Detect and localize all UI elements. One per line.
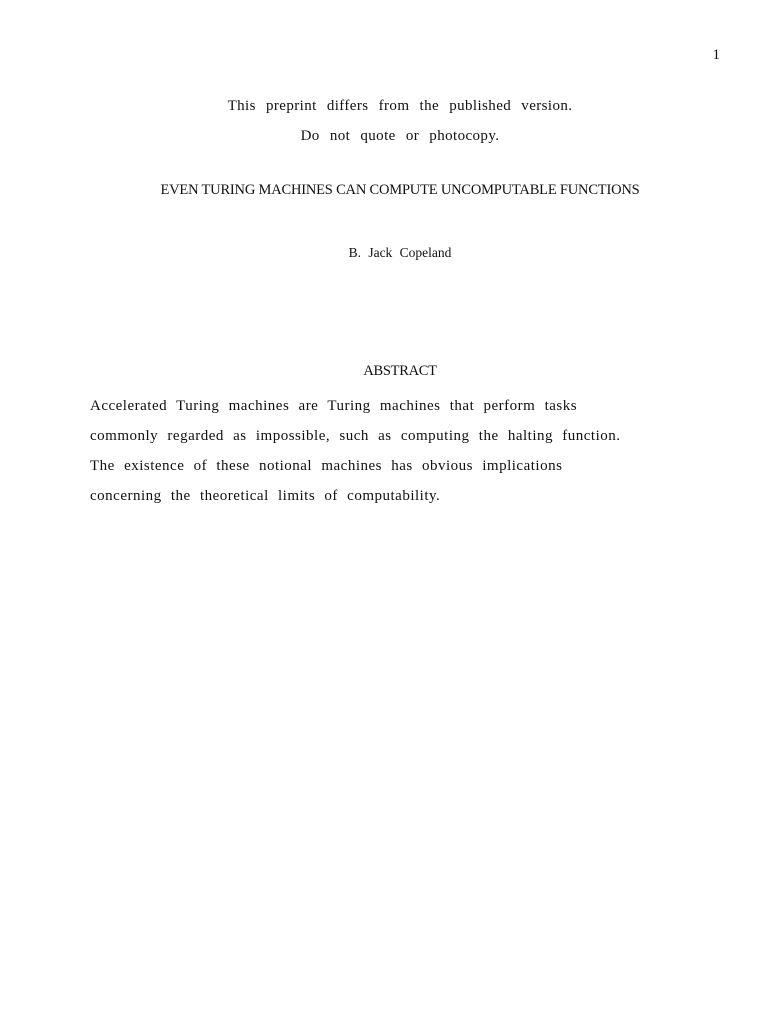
preprint-notice xyxy=(0,91,768,151)
abstract-line: concerning the theoretical limits of computability. xyxy=(90,488,441,504)
preprint-notice-line-2: Do not quote or photocopy. xyxy=(300,128,500,144)
abstract-body xyxy=(90,391,680,511)
paper-author: B. Jack Copeland xyxy=(348,245,452,260)
paper-title: EVEN TURING MACHINES CAN COMPUTE UNCOMPUTABLE FUNCTIONS xyxy=(160,182,640,198)
page-number: 1 xyxy=(712,47,720,63)
abstract-line: commonly regarded as impossible, such as computing the halting function. xyxy=(90,428,621,444)
preprint-notice-line-1: This preprint differs from the published version. xyxy=(227,98,573,114)
abstract-heading: ABSTRACT xyxy=(363,363,437,379)
abstract-line: The existence of these notional machines has obvious implications xyxy=(90,458,563,474)
abstract-line: Accelerated Turing machines are Turing machines that perform tasks xyxy=(90,398,578,414)
